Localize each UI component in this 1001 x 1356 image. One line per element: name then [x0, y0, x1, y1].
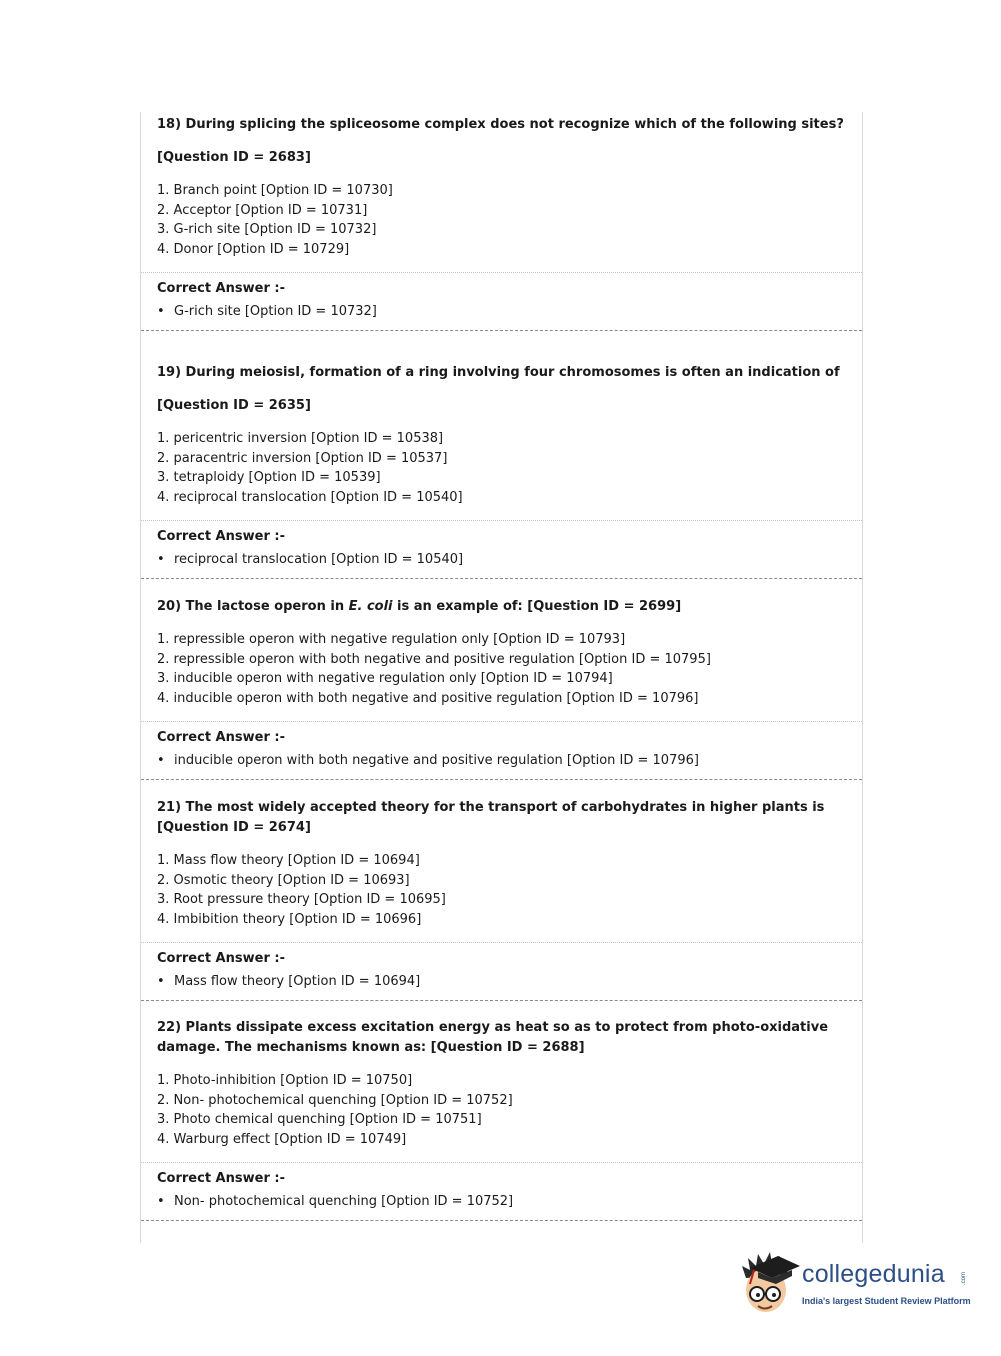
correct-answer: • reciprocal translocation [Option ID = 10540]	[157, 552, 464, 567]
logo-com: .com	[961, 1272, 967, 1286]
option: 4. Warburg effect [Option ID = 10749]	[157, 1131, 407, 1147]
divider	[141, 272, 862, 273]
logo-wordmark: collegedunia	[802, 1260, 945, 1288]
question-21-title: 21) The most widely accepted theory for the transport of carbohydrates in higher plants is [Question ID = 2674]	[157, 800, 825, 835]
correct-answer-heading: Correct Answer :-	[157, 529, 285, 544]
option: 4. reciprocal translocation [Option ID = 10540]	[157, 489, 463, 505]
question-19-id: [Question ID = 2635]	[157, 398, 311, 413]
correct-answer-heading: Correct Answer :-	[157, 951, 285, 966]
question-separator	[141, 330, 862, 331]
question-22-options	[157, 1071, 513, 1149]
option: 4. Imbibition theory [Option ID = 10696]	[157, 911, 422, 927]
question-20-title: 20) The lactose operon in E. coli is an example of: [Question ID = 2699]	[157, 599, 682, 614]
question-21-options	[157, 851, 446, 929]
option: 4. Donor [Option ID = 10729]	[157, 241, 350, 257]
divider	[141, 721, 862, 722]
correct-answer: • G-rich site [Option ID = 10732]	[157, 304, 377, 319]
divider	[141, 520, 862, 521]
question-sheet	[140, 112, 863, 1243]
option: 1. repressible operon with negative regulation only [Option ID = 10793]	[157, 632, 626, 647]
correct-answer-heading: Correct Answer :-	[157, 281, 285, 296]
option: 3. Root pressure theory [Option ID = 10695]	[157, 892, 446, 907]
correct-answer: • Non- photochemical quenching [Option ID = 10752]	[157, 1194, 514, 1209]
question-separator	[141, 1000, 862, 1001]
option: 1. Photo-inhibition [Option ID = 10750]	[157, 1073, 413, 1088]
option: 3. G-rich site [Option ID = 10732]	[157, 222, 377, 237]
option: 3. tetraploidy [Option ID = 10539]	[157, 470, 381, 485]
question-20-options	[157, 630, 711, 708]
option: 2. paracentric inversion [Option ID = 10537]	[157, 450, 448, 466]
option: 3. Photo chemical quenching [Option ID = 10751]	[157, 1112, 482, 1127]
option: 2. Acceptor [Option ID = 10731]	[157, 202, 368, 218]
mascot-icon	[740, 1248, 802, 1320]
logo-tagline: India's largest Student Review Platform	[802, 1296, 971, 1306]
question-separator	[141, 578, 862, 579]
question-separator	[141, 1220, 862, 1221]
collegedunia-logo[interactable]	[740, 1248, 970, 1320]
option: 1. Branch point [Option ID = 10730]	[157, 183, 393, 198]
correct-answer: • Mass flow theory [Option ID = 10694]	[157, 974, 421, 989]
option: 1. Mass flow theory [Option ID = 10694]	[157, 853, 420, 868]
correct-answer: • inducible operon with both negative and positive regulation [Option ID = 10796]	[157, 753, 699, 768]
option: 2. repressible operon with both negative and positive regulation [Option ID = 10795]	[157, 651, 711, 667]
option: 4. inducible operon with both negative and positive regulation [Option ID = 10796]	[157, 690, 699, 706]
question-19-options	[157, 429, 463, 507]
divider	[141, 942, 862, 943]
question-18-id: [Question ID = 2683]	[157, 150, 311, 165]
option: 3. inducible operon with negative regulation only [Option ID = 10794]	[157, 671, 613, 686]
divider	[141, 1162, 862, 1163]
option: 2. Non- photochemical quenching [Option ID = 10752]	[157, 1092, 513, 1108]
question-22-title: 22) Plants dissipate excess excitation energy as heat so as to protect from photo-oxidative damage. The mechanisms known as: [Question ID = 2688]	[157, 1020, 829, 1055]
option: 1. pericentric inversion [Option ID = 10538]	[157, 431, 444, 446]
question-19-title: 19) During meiosisI, formation of a ring involving four chromosomes is often an indication of	[157, 365, 840, 380]
option: 2. Osmotic theory [Option ID = 10693]	[157, 872, 410, 888]
correct-answer-heading: Correct Answer :-	[157, 730, 285, 745]
correct-answer-heading: Correct Answer :-	[157, 1171, 285, 1186]
question-18-options	[157, 181, 393, 259]
question-separator	[141, 779, 862, 780]
question-18-title: 18) During splicing the spliceosome complex does not recognize which of the following sites?	[157, 117, 844, 132]
